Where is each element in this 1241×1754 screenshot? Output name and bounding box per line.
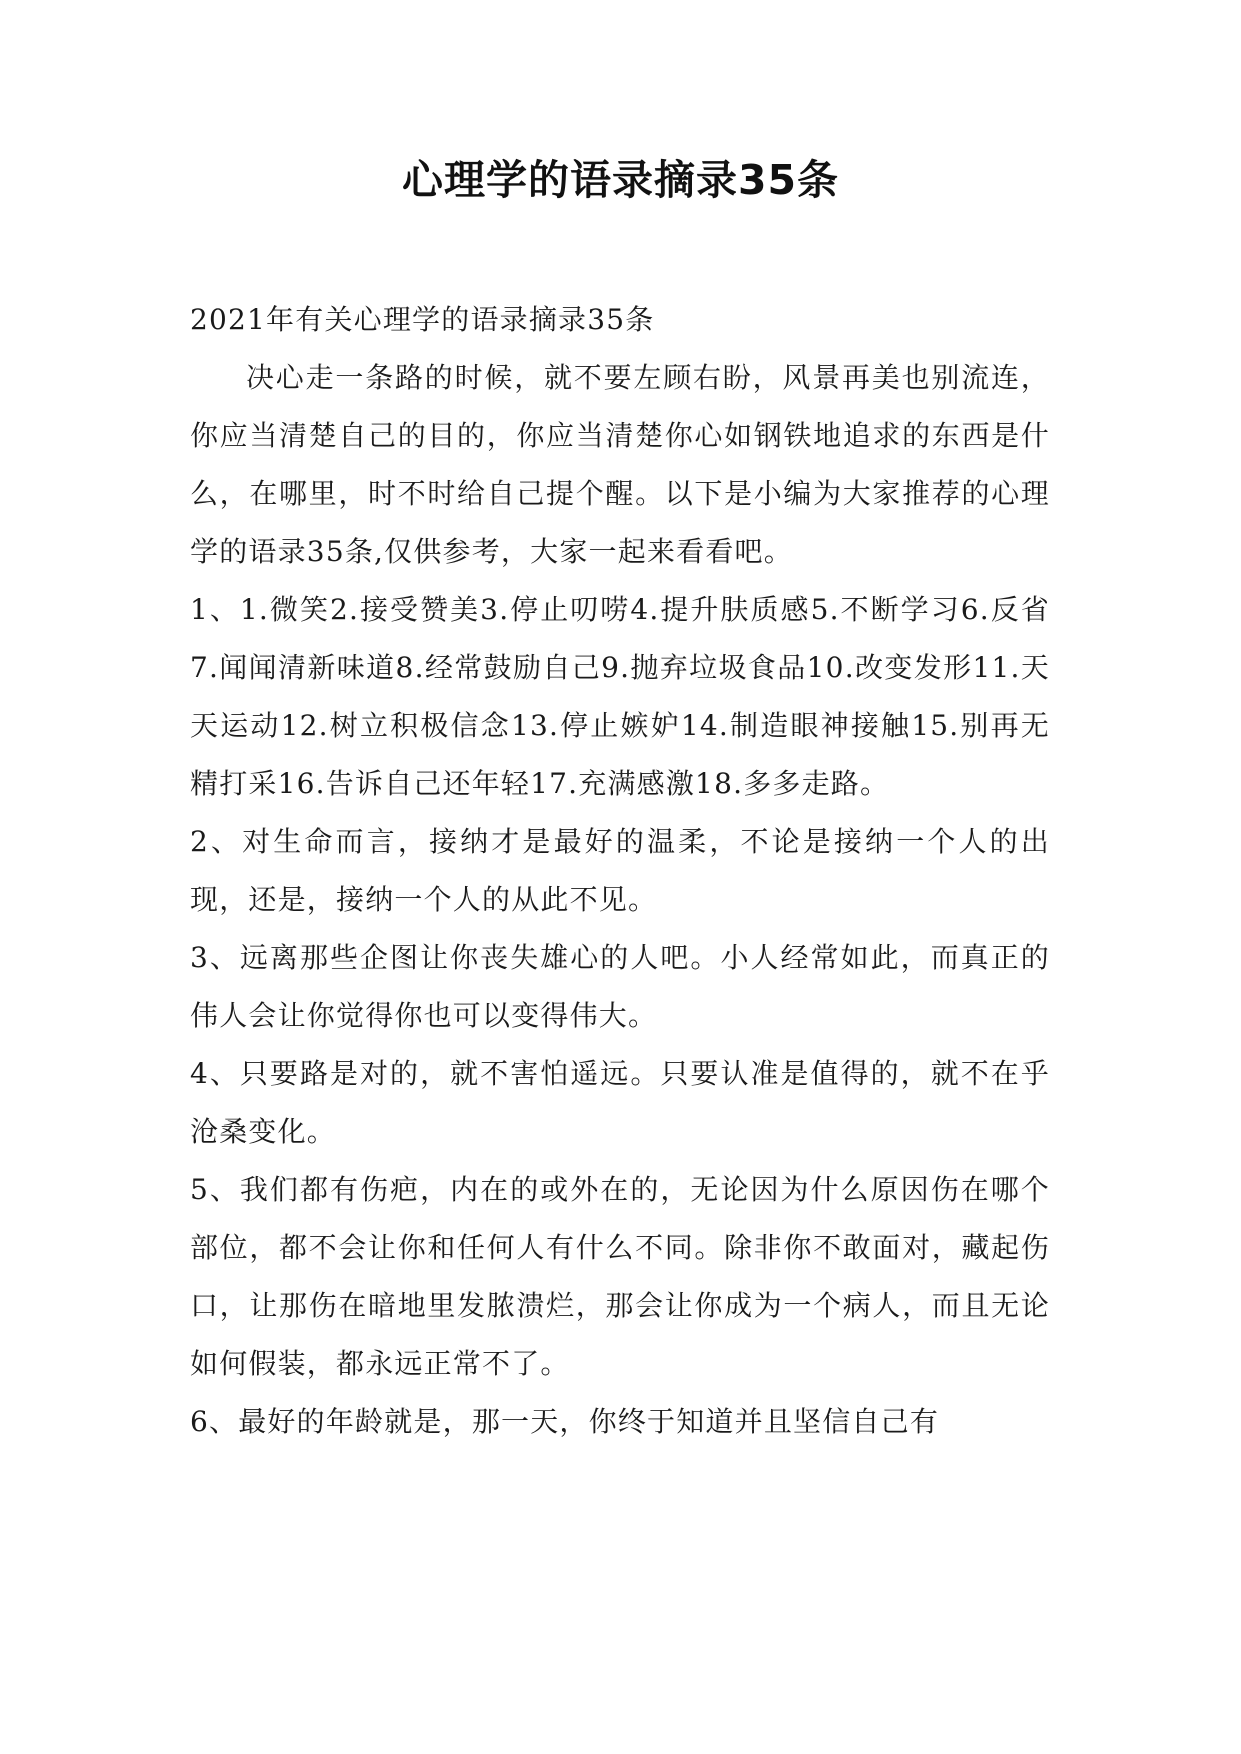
- document-body: [190, 291, 1050, 1451]
- quote-item-2: 2、对生命而言，接纳才是最好的温柔，不论是接纳一个人的出现，还是，接纳一个人的从此不见。: [190, 825, 1050, 916]
- quote-item-3: 3、远离那些企图让你丧失雄心的人吧。小人经常如此，而真正的伟人会让你觉得你也可以变得伟大。: [190, 941, 1050, 1032]
- quote-item-5: 5、我们都有伤疤，内在的或外在的，无论因为什么原因伤在哪个部位，都不会让你和任何人有什么不同。除非你不敢面对，藏起伤口，让那伤在暗地里发脓溃烂，那会让你成为一个病人，而且无论如何假装，都永远正常不了。: [190, 1173, 1050, 1380]
- document-subtitle: 2021年有关心理学的语录摘录35条: [190, 303, 655, 336]
- quote-item-1: 1、1.微笑2.接受赞美3.停止叨唠4.提升肤质感5.不断学习6.反省7.闻闻清新味道8.经常鼓励自己9.抛弃垃圾食品10.改变发形11.天天运动12.树立积极信念13.停止嫉妒14.制造眼神接触15.别再无精打采16.告诉自己还年轻17.充满感激18.多多走路。: [190, 593, 1050, 800]
- quote-item-4: 4、只要路是对的，就不害怕遥远。只要认准是值得的，就不在乎沧桑变化。: [190, 1057, 1050, 1148]
- quote-item-6: 6、最好的年龄就是，那一天，你终于知道并且坚信自己有: [190, 1405, 940, 1438]
- intro-paragraph: 决心走一条路的时候，就不要左顾右盼，风景再美也别流连，你应当清楚自己的目的，你应当清楚你心如钢铁地追求的东西是什么，在哪里，时不时给自己提个醒。以下是小编为大家推荐的心理学的语录35条,仅供参考，大家一起来看看吧。: [190, 361, 1050, 568]
- document-title: 心理学的语录摘录35条: [401, 156, 840, 204]
